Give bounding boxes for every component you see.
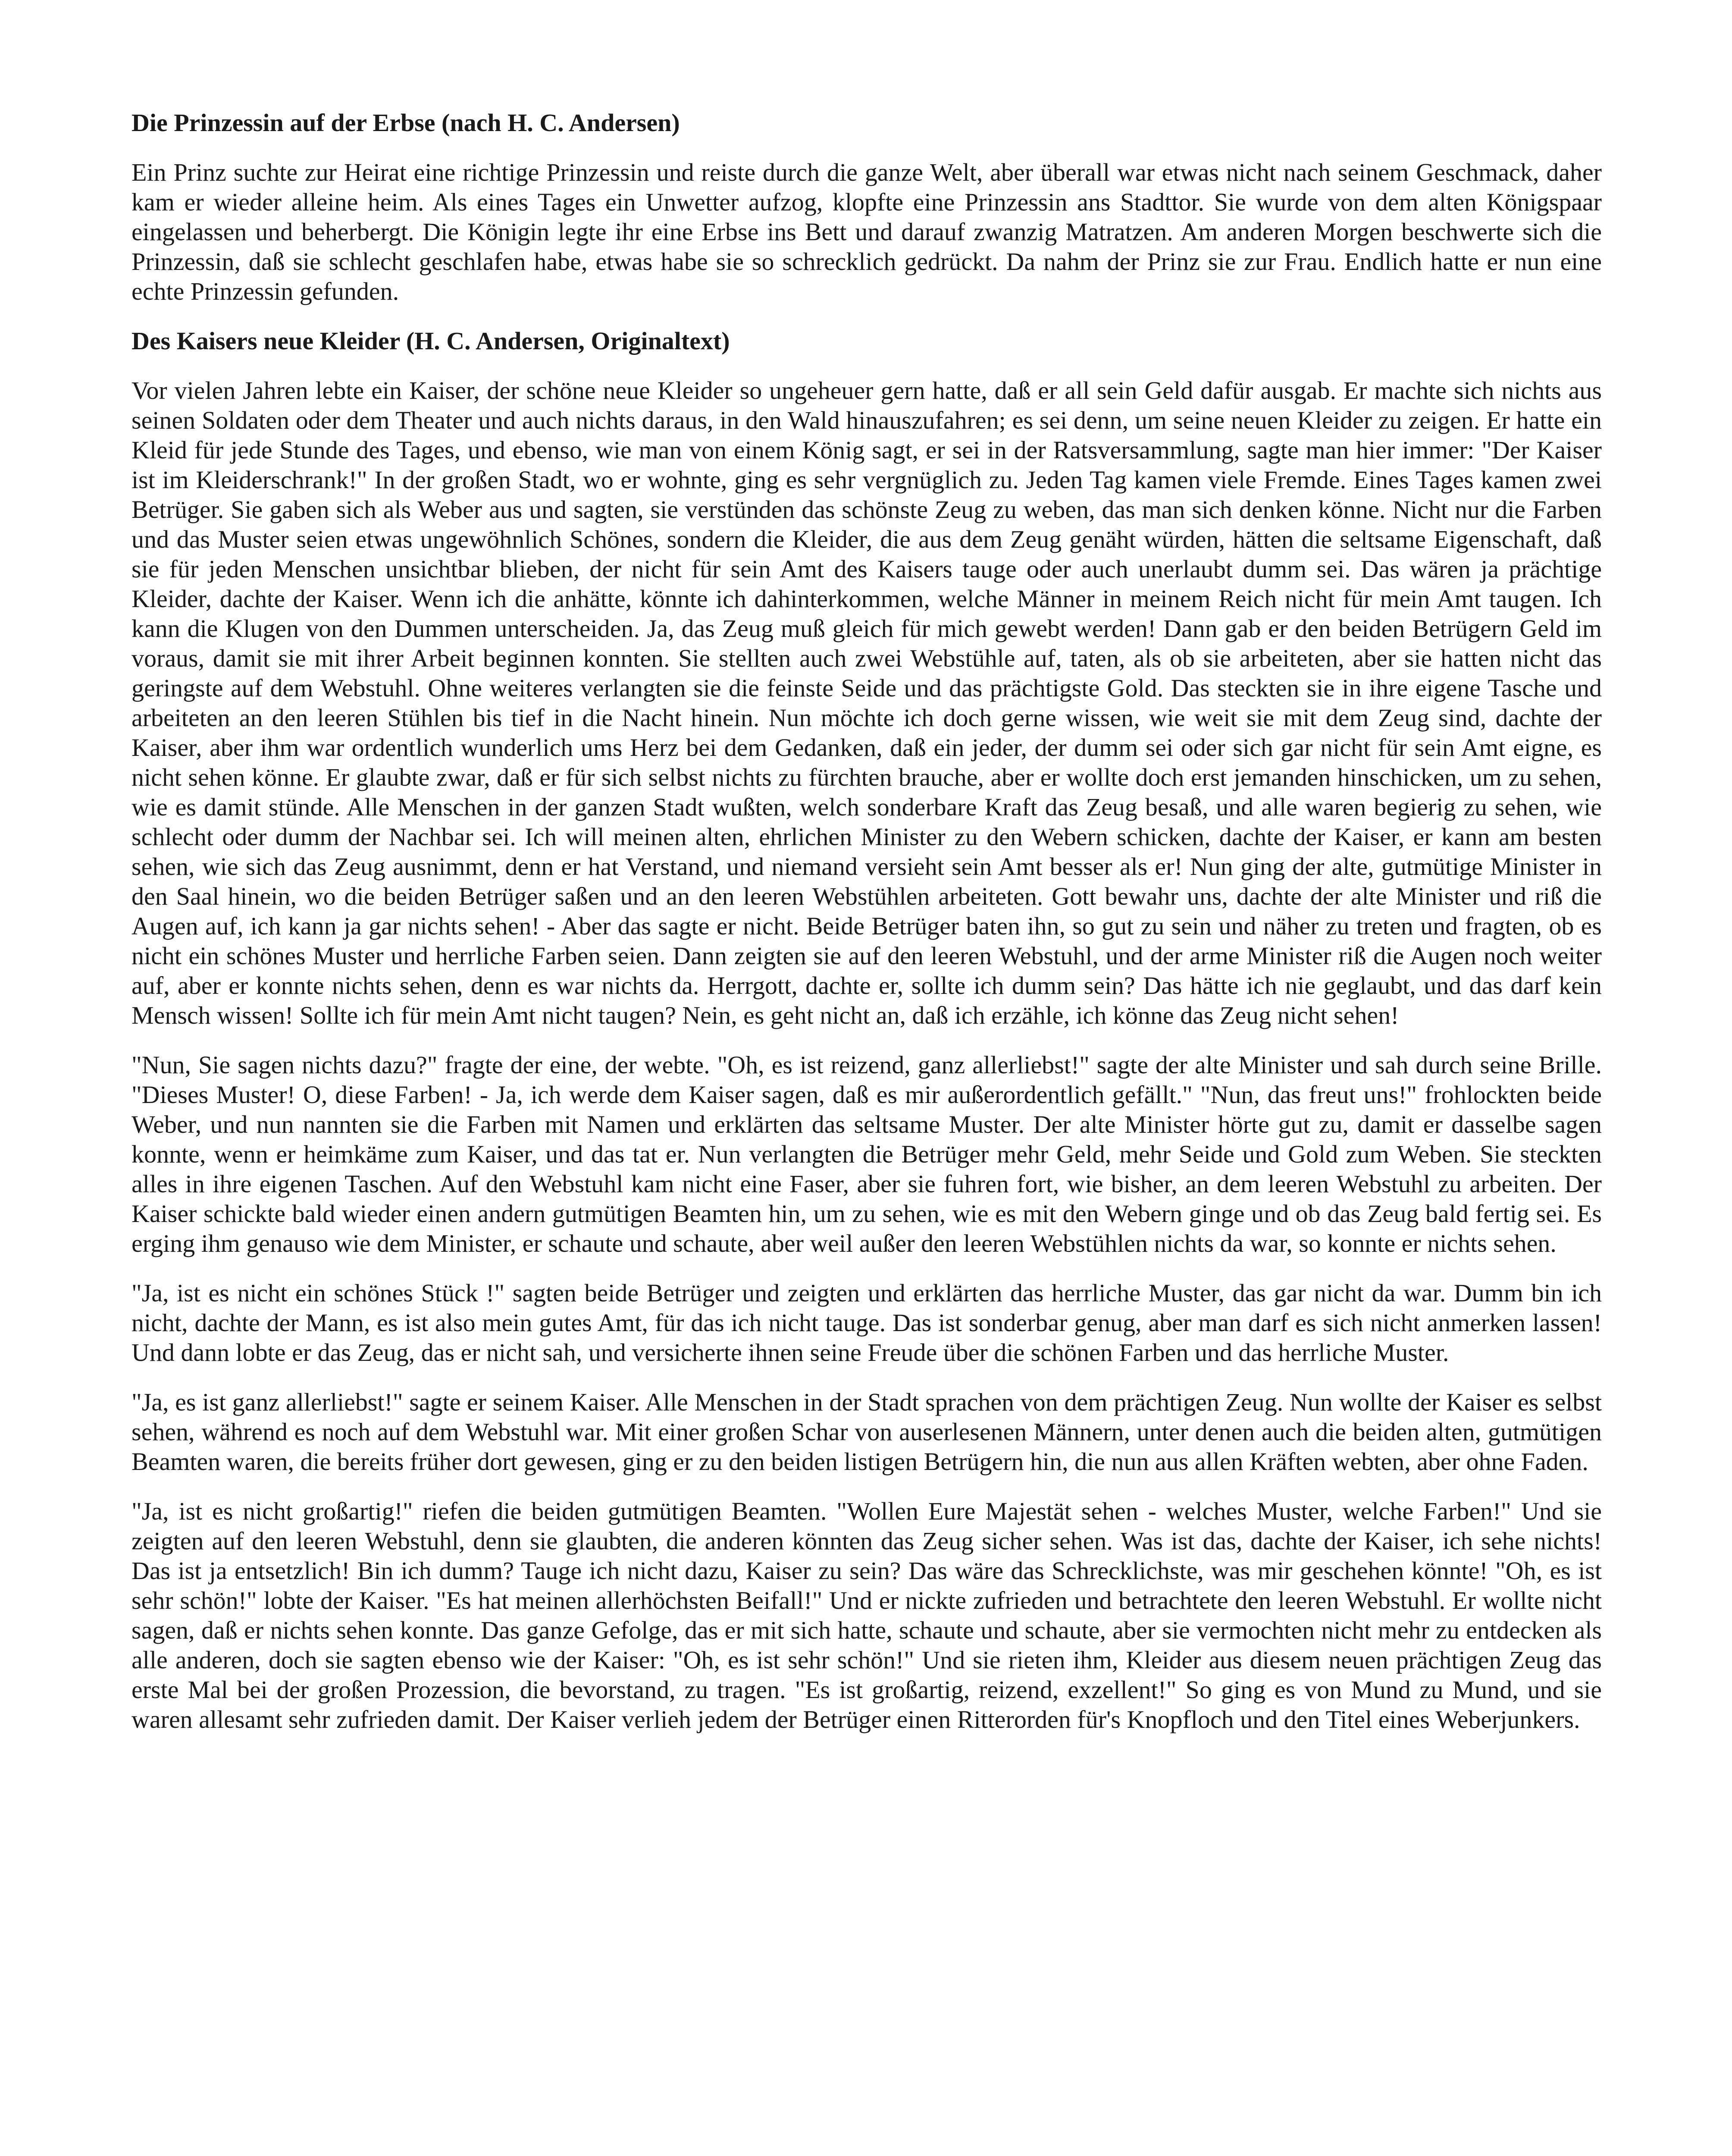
paragraph: Vor vielen Jahren lebte ein Kaiser, der schöne neue Kleider so ungeheuer gern hatte, daß er all sein Geld dafür ausgab. Er machte sich nichts aus seinen Soldaten oder dem Theater und auch nichts daraus, in den Wald hinauszufahren; es sei denn, um seine neuen Kleider zu zeigen. Er hatte ein Kleid für jede Stunde des Tages, und ebenso, wie man von einem König sagt, er sei in der Ratsversammlung, sagte man hier immer: "Der Kaiser ist im Kleiderschrank!" In der großen Stadt, wo er wohnte, ging es sehr vergnüglich zu. Jeden Tag kamen viele Fremde. Eines Tages kamen zwei Betrüger. Sie gaben sich als Weber aus und sagten, sie verstünden das schönste Zeug zu weben, das man sich denken könne. Nicht nur die Farben und das Muster seien etwas ungewöhnlich Schönes, sondern die Kleider, die aus dem Zeug genäht würden, hätten die seltsame Eigenschaft, daß sie für jeden Menschen unsichtbar blieben, der nicht für sein Amt des Kaisers tauge oder auch unerlaubt dumm sei. Das wären ja prächtige Kleider, dachte der Kaiser. Wenn ich die anhätte, könnte ich dahinterkommen, welche Männer in meinem Reich nicht für mein Amt taugen. Ich kann die Klugen von den Dummen unterscheiden. Ja, das Zeug muß gleich für mich gewebt werden! Dann gab er den beiden Betrügern Geld im voraus, damit sie mit ihrer Arbeit beginnen konnten. Sie stellten auch zwei Webstühle auf, taten, als ob sie arbeiteten, aber sie hatten nicht das geringste auf dem Webstuhl. Ohne weiteres verlangten sie die feinste Seide und das prächtigste Gold. Das steckten sie in ihre eigene Tasche und arbeiteten an den leeren Stühlen bis tief in die Nacht hinein. Nun möchte ich doch gerne wissen, wie weit sie mit dem Zeug sind, dachte der Kaiser, aber ihm war ordentlich wunderlich ums Herz bei dem Gedanken, daß ein jeder, der dumm sei oder sich gar nicht für sein Amt eigne, es nicht sehen könne. Er glaubte zwar, daß er für sich selbst nichts zu fürchten brauche, aber er wollte doch erst jemanden hinschicken, um zu sehen, wie es damit stünde. Alle Menschen in der ganzen Stadt wußten, welch sonderbare Kraft das Zeug besaß, und alle waren begierig zu sehen, wie schlecht oder dumm der Nachbar sei. Ich will meinen alten, ehrlichen Minister zu den Webern schicken, dachte der Kaiser, er kann am besten sehen, wie sich das Zeug ausnimmt, denn er hat Verstand, und niemand versieht sein Amt besser als er! Nun ging der alte, gutmütige Minister in den Saal hinein, wo die beiden Betrüger saßen und an den leeren Webstühlen arbeiteten. Gott bewahr uns, dachte der alte Minister und riß die Augen auf, ich kann ja gar nichts sehen! - Aber das sagte er nicht. Beide Betrüger baten ihn, so gut zu sein und näher zu treten und fragten, ob es nicht ein schönes Muster und herrliche Farben seien. Dann zeigten sie auf den leeren Webstuhl, und der arme Minister riß die Augen noch weiter auf, aber er konnte nichts sehen, denn es war nichts da. Herrgott, dachte er, sollte ich dumm sein? Das hätte ich nie geglaubt, und das darf kein Mensch wissen! Sollte ich für mein Amt nicht taugen? Nein, es geht nicht an, daß ich erzähle, ich könne das Zeug nicht sehen! — [132, 376, 1602, 1029]
section-heading: Die Prinzessin auf der Erbse (nach H. C. Andersen) — [132, 109, 680, 137]
paragraph: Ein Prinz suchte zur Heirat eine richtige Prinzessin und reiste durch die ganze Welt, aber überall war etwas nicht nach seinem Geschmack, daher kam er wieder alleine heim. Als eines Tages ein Unwetter aufzog, klopfte eine Prinzessin ans Stadttor. Sie wurde von dem alten Königspaar eingelassen und beherbergt. Die Königin legte ihr eine Erbse ins Bett und darauf zwanzig Matratzen. Am anderen Morgen beschwerte sich die Prinzessin, daß sie schlecht geschlafen habe, etwas habe sie so schrecklich gedrückt. Da nahm der Prinz sie zur Frau. Endlich hatte er nun eine echte Prinzessin gefunden. — [132, 158, 1602, 305]
paragraph: "Ja, ist es nicht ein schönes Stück !" sagten beide Betrüger und zeigten und erklärten das herrliche Muster, das gar nicht da war. Dumm bin ich nicht, dachte der Mann, es ist also mein gutes Amt, für das ich nicht tauge. Das ist sonderbar genug, aber man darf es sich nicht anmerken lassen! Und dann lobte er das Zeug, das er nicht sah, und versicherte ihnen seine Freude über die schönen Farben und das herrliche Muster. — [132, 1279, 1602, 1366]
paragraph: "Nun, Sie sagen nichts dazu?" fragte der eine, der webte. "Oh, es ist reizend, ganz allerliebst!" sagte der alte Minister und sah durch seine Brille. "Dieses Muster! O, diese Farben! - Ja, ich werde dem Kaiser sagen, daß es mir außerordentlich gefällt." "Nun, das freut uns!" frohlockten beide Weber, und nun nannten sie die Farben mit Namen und erklärten das seltsame Muster. Der alte Minister hörte gut zu, damit er dasselbe sagen konnte, wenn er heimkäme zum Kaiser, und das tat er. Nun verlangten die Betrüger mehr Geld, mehr Seide und Gold zum Weben. Sie steckten alles in ihre eigenen Taschen. Auf den Webstuhl kam nicht eine Faser, aber sie fuhren fort, wie bisher, an dem leeren Webstuhl zu arbeiten. Der Kaiser schickte bald wieder einen andern gutmütigen Beamten hin, um zu sehen, wie es mit den Webern ginge und ob das Zeug bald fertig sei. Es erging ihm genauso wie dem Minister, er schaute und schaute, aber weil außer den leeren Webstühlen nichts da war, so konnte er nichts sehen. — [132, 1051, 1602, 1257]
document-page — [132, 108, 1602, 1754]
story-emperors-new-clothes — [132, 326, 1602, 1734]
section-heading: Des Kaisers neue Kleider (H. C. Andersen, Originaltext) — [132, 327, 730, 355]
story-princess-and-pea — [132, 108, 1602, 306]
paragraph: "Ja, es ist ganz allerliebst!" sagte er seinem Kaiser. Alle Menschen in der Stadt sprachen von dem prächtigen Zeug. Nun wollte der Kaiser es selbst sehen, während es noch auf dem Webstuhl war. Mit einer großen Schar von auserlesenen Männern, unter denen auch die beiden alten, gutmütigen Beamten waren, die bereits früher dort gewesen, ging er zu den beiden listigen Betrügern hin, die nun aus allen Kräften webten, aber ohne Faden. — [132, 1388, 1602, 1476]
paragraph: "Ja, ist es nicht großartig!" riefen die beiden gutmütigen Beamten. "Wollen Eure Majestät sehen - welches Muster, welche Farben!" Und sie zeigten auf den leeren Webstuhl, denn sie glaubten, die anderen könnten das Zeug sicher sehen. Was ist das, dachte der Kaiser, ich sehe nichts! Das ist ja entsetzlich! Bin ich dumm? Tauge ich nicht dazu, Kaiser zu sein? Das wäre das Schrecklichste, was mir geschehen könnte! "Oh, es ist sehr schön!" lobte der Kaiser. "Es hat meinen allerhöchsten Beifall!" Und er nickte zufrieden und betrachtete den leeren Webstuhl. Er wollte nicht sagen, daß er nichts sehen konnte. Das ganze Gefolge, das er mit sich hatte, schaute und schaute, aber sie vermochten nicht mehr zu entdecken als alle anderen, doch sie sagten ebenso wie der Kaiser: "Oh, es ist sehr schön!" Und sie rieten ihm, Kleider aus diesem neuen prächtigen Zeug das erste Mal bei der großen Prozession, die bevorstand, zu tragen. "Es ist großartig, reizend, exzellent!" So ging es von Mund zu Mund, und sie waren allesamt sehr zufrieden damit. Der Kaiser verlieh jedem der Betrüger einen Ritterorden für's Knopfloch und den Titel eines Weberjunkers. — [132, 1497, 1602, 1733]
